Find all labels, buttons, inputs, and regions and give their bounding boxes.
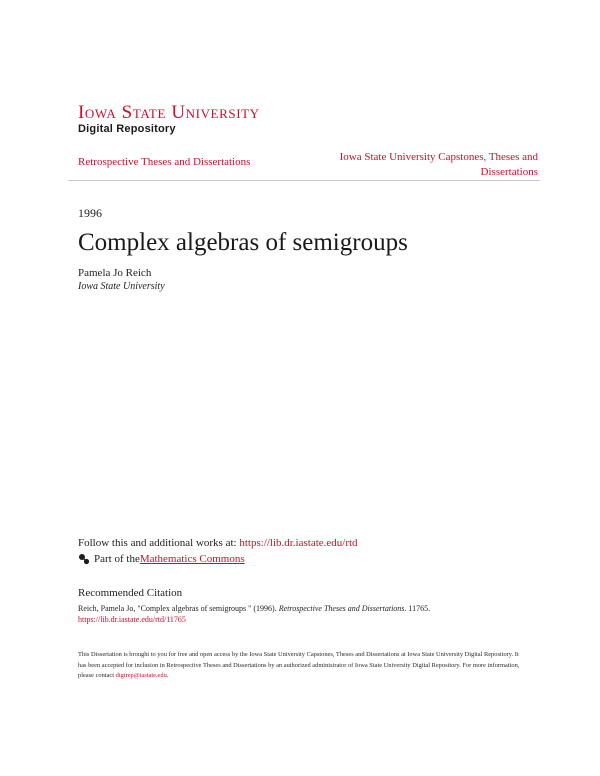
access-notice [78, 650, 528, 682]
nav-retrospective-theses[interactable]: Retrospective Theses and Dissertations [78, 156, 251, 168]
citation-before: Reich, Pamela Jo, "Complex algebras of semigroups " (1996). [78, 604, 279, 613]
partof-text: Part of the [94, 553, 140, 565]
author-name: Pamela Jo Reich [78, 267, 152, 279]
follow-text: Follow this and additional works at: [78, 537, 240, 549]
nav-capstones-theses[interactable]: Iowa State University Capstones, Theses and Dissertations [339, 151, 538, 178]
follow-line [78, 537, 358, 549]
header-divider [68, 180, 540, 181]
repository-name: Digital Repository [78, 123, 176, 135]
citation-text [78, 603, 548, 625]
document-title: Complex algebras of semigroups [78, 229, 408, 256]
partof-line [78, 553, 245, 565]
publication-year: 1996 [78, 206, 102, 220]
citation-series: Retrospective Theses and Dissertations [278, 604, 405, 613]
recommended-citation-heading: Recommended Citation [78, 587, 183, 599]
author-affiliation: Iowa State University [78, 281, 165, 292]
network-icon [78, 553, 90, 565]
citation-link[interactable]: https://lib.dr.iastate.edu/rtd/11765 [78, 615, 186, 624]
notice-text: This Dissertation is brought to you for free and open access by the Iowa State University Capstones, Theses and Dissertations at Iowa State University Digital Repository. It has been accepted for inclusion in Retrospective Theses and Dissertations by an authorized administrator of Iowa State University Digital Repository. For more information, please contact [78, 651, 520, 679]
notice-end: . [166, 672, 169, 679]
contact-email-link[interactable]: digirep@iastate.edu [115, 672, 167, 679]
follow-link[interactable]: https://lib.dr.iastate.edu/rtd [239, 537, 358, 549]
citation-after: . 11765. [404, 604, 431, 613]
university-logo[interactable] [78, 103, 318, 136]
university-name: Iowa State University [78, 102, 260, 123]
mathematics-commons-link[interactable]: Mathematics Commons [139, 553, 245, 565]
